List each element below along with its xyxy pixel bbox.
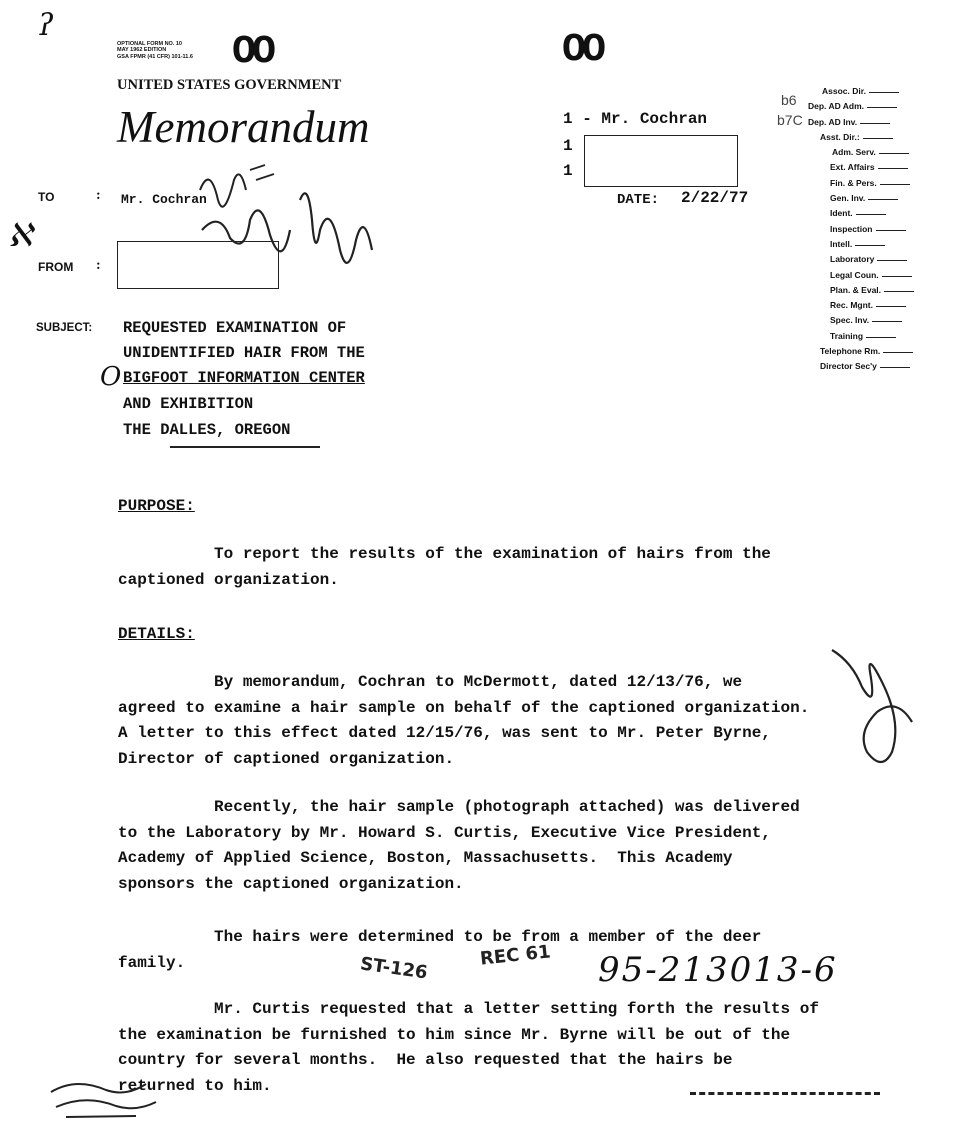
from-label: FROM bbox=[38, 260, 74, 274]
rec-stamp: REC 61 bbox=[479, 941, 552, 970]
to-value: Mr. Cochran bbox=[121, 192, 207, 207]
routing-item: Director Sec'y bbox=[820, 359, 959, 374]
subject-line-4: AND EXHIBITION bbox=[123, 395, 254, 413]
handwritten-x-mark: ℵ bbox=[8, 216, 32, 254]
routing-item: Plan. & Eval. bbox=[830, 283, 959, 298]
routing-item: Intell. bbox=[830, 237, 959, 252]
top-center-oo-mark: OO bbox=[562, 28, 603, 73]
routing-item: Ident. bbox=[830, 206, 959, 221]
date-value: 2/22/77 bbox=[681, 189, 749, 207]
to-label: TO bbox=[38, 190, 55, 204]
subject-line-2: UNIDENTIFIED HAIR FROM THE bbox=[123, 344, 365, 362]
st-stamp: ST-126 bbox=[358, 953, 429, 984]
subject-underline bbox=[170, 446, 320, 448]
routing-item: Rec. Mgnt. bbox=[830, 298, 959, 313]
top-left-oo-mark: OO bbox=[232, 30, 273, 75]
handwritten-margin-scribble bbox=[822, 642, 922, 772]
routing-item: Gen. Inv. bbox=[830, 191, 959, 206]
distribution-line-2: 1 bbox=[563, 137, 573, 155]
memorandum-title: Memorandum bbox=[117, 102, 370, 152]
routing-item: Dep. AD Inv. bbox=[808, 115, 948, 130]
subject-label: SUBJECT: bbox=[36, 322, 93, 334]
details-paragraph-2: Recently, the hair sample (photograph attached) was delivered to the Laboratory by Mr. Howard S. Curtis, Executive Vice President, Academy of Applied Science, Boston, Massachusetts. This Academy sponsors the captioned organization. bbox=[118, 798, 800, 893]
routing-item: Asst. Dir.: bbox=[820, 130, 959, 145]
details-paragraph-3: The hairs were determined to be from a member of the deer family. bbox=[118, 928, 762, 972]
handwritten-file-number: 95-213013-6 bbox=[598, 950, 838, 990]
routing-item: Telephone Rm. bbox=[820, 344, 959, 359]
subject-line-1: REQUESTED EXAMINATION OF bbox=[123, 319, 347, 337]
routing-item: Spec. Inv. bbox=[830, 313, 959, 328]
routing-item: Training bbox=[830, 329, 959, 344]
bottom-left-scribble bbox=[46, 1072, 166, 1122]
to-colon: : bbox=[96, 188, 101, 203]
bottom-right-dashes bbox=[690, 1092, 880, 1095]
routing-item: Fin. & Pers. bbox=[830, 176, 959, 191]
handwritten-circle-mark: O bbox=[100, 362, 122, 392]
details-paragraph-1: By memorandum, Cochran to McDermott, dated 12/13/76, we agreed to examine a hair sample on behalf of the captioned organization. A letter to this effect dated 12/15/76, was sent to Mr. Peter Byrne, Director of captioned organization. bbox=[118, 673, 810, 768]
b6-mark: b6 bbox=[781, 92, 797, 108]
handwritten-initials bbox=[190, 160, 400, 300]
routing-item: Legal Coun. bbox=[830, 268, 959, 283]
routing-item: Ext. Affairs bbox=[830, 160, 959, 175]
purpose-text: To report the results of the examination of hairs from the captioned organization. bbox=[118, 545, 771, 589]
distribution-line-1: 1 - Mr. Cochran bbox=[563, 110, 708, 128]
distribution-line-3: 1 bbox=[563, 162, 573, 180]
subject-line-5: THE DALLES, OREGON bbox=[123, 421, 291, 439]
routing-list bbox=[808, 84, 952, 375]
form-code: OPTIONAL FORM NO. 10 MAY 1962 EDITION GSA FPMR (41 CFR) 101-11.6 bbox=[117, 41, 193, 60]
details-paragraph-4: Mr. Curtis requested that a letter setting forth the results of the examination be furnished to him since Mr. Byrne will be out of the country for several months. He also requested that the hairs be returned to him. bbox=[118, 1000, 819, 1095]
from-colon: : bbox=[96, 258, 101, 273]
handwritten-mark-topleft: ʔ bbox=[38, 8, 55, 43]
b7c-mark: b7C bbox=[777, 112, 803, 128]
government-line: UNITED STATES GOVERNMENT bbox=[117, 77, 342, 93]
routing-item: Adm. Serv. bbox=[832, 145, 959, 160]
routing-item: Assoc. Dir. bbox=[822, 84, 959, 99]
date-label: DATE: bbox=[617, 192, 660, 208]
routing-item: Laboratory bbox=[830, 252, 959, 267]
subject-line-3: BIGFOOT INFORMATION CENTER bbox=[123, 369, 365, 387]
routing-item: Inspection bbox=[830, 222, 959, 237]
distribution-redaction-box bbox=[584, 135, 738, 187]
details-heading: DETAILS: bbox=[118, 625, 195, 643]
routing-item: Dep. AD Adm. bbox=[808, 99, 948, 114]
purpose-heading: PURPOSE: bbox=[118, 497, 195, 515]
